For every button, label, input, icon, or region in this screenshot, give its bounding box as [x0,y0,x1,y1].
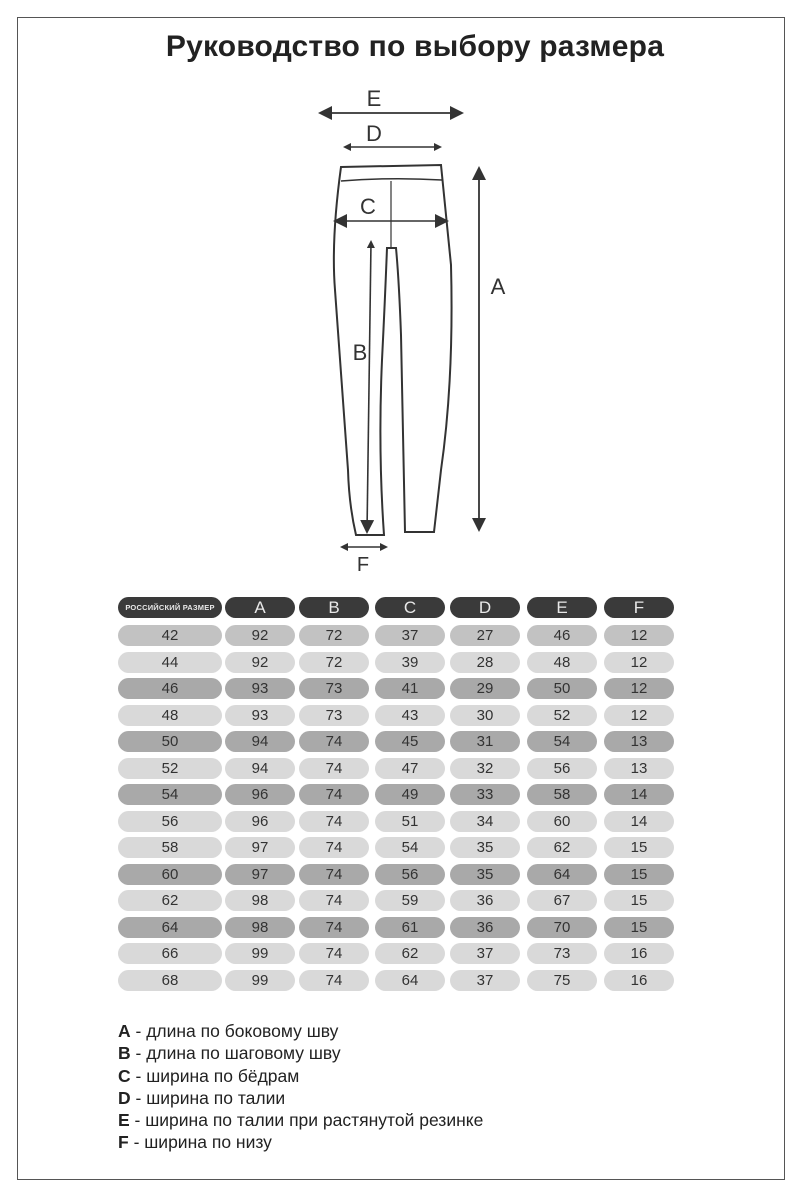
label-d: D [366,121,382,146]
table-cell-c: 59 [375,890,445,911]
table-cell-c: 49 [375,784,445,805]
table-header-c: C [375,597,445,618]
table-cell-b: 73 [299,705,369,726]
table-cell-f: 16 [604,943,674,964]
legend-item-f: F - ширина по низу [118,1132,272,1153]
table-cell-d: 27 [450,625,520,646]
table-cell-b: 74 [299,731,369,752]
table-cell-e: 75 [527,970,597,991]
legend-item-c: C - ширина по бёдрам [118,1065,300,1086]
legend-item-b: B - длина по шаговому шву [118,1043,341,1064]
table-cell-f: 15 [604,837,674,858]
table-cell-c: 64 [375,970,445,991]
table-cell-a: 94 [225,731,295,752]
table-cell-c: 47 [375,758,445,779]
table-cell-e: 60 [527,811,597,832]
table-cell-b: 74 [299,970,369,991]
table-cell-f: 14 [604,811,674,832]
table-cell-size: 52 [118,758,222,779]
table-header-a: A [225,597,295,618]
table-cell-d: 35 [450,864,520,885]
table-cell-f: 14 [604,784,674,805]
table-cell-a: 97 [225,837,295,858]
table-cell-f: 12 [604,705,674,726]
legend-item-d: D - ширина по талии [118,1087,286,1108]
legend-item-e: E - ширина по талии при растянутой резинке [118,1110,484,1131]
table-cell-f: 12 [604,625,674,646]
table-cell-size: 62 [118,890,222,911]
table-cell-c: 37 [375,625,445,646]
table-cell-e: 54 [527,731,597,752]
table-cell-a: 98 [225,890,295,911]
table-cell-f: 13 [604,731,674,752]
waistband-line [341,179,442,181]
table-cell-c: 56 [375,864,445,885]
table-cell-b: 74 [299,917,369,938]
table-cell-c: 43 [375,705,445,726]
table-cell-a: 92 [225,652,295,673]
table-cell-e: 58 [527,784,597,805]
table-cell-b: 74 [299,758,369,779]
table-cell-size: 56 [118,811,222,832]
table-cell-f: 12 [604,652,674,673]
table-cell-c: 41 [375,678,445,699]
table-cell-e: 67 [527,890,597,911]
legend-item-a: A - длина по боковому шву [118,1021,339,1041]
table-cell-d: 30 [450,705,520,726]
table-cell-c: 61 [375,917,445,938]
table-cell-c: 62 [375,943,445,964]
table-cell-d: 37 [450,943,520,964]
table-cell-b: 74 [299,811,369,832]
table-cell-b: 74 [299,784,369,805]
table-cell-b: 74 [299,943,369,964]
table-cell-f: 12 [604,678,674,699]
table-cell-size: 48 [118,705,222,726]
table-cell-a: 92 [225,625,295,646]
table-cell-size: 42 [118,625,222,646]
table-cell-f: 13 [604,758,674,779]
table-cell-e: 70 [527,917,597,938]
table-cell-c: 39 [375,652,445,673]
table-cell-size: 58 [118,837,222,858]
table-cell-d: 32 [450,758,520,779]
table-cell-c: 45 [375,731,445,752]
table-cell-d: 34 [450,811,520,832]
table-cell-a: 93 [225,705,295,726]
table-cell-f: 15 [604,890,674,911]
table-cell-a: 93 [225,678,295,699]
table-cell-a: 96 [225,811,295,832]
label-c: C [360,194,376,219]
table-cell-d: 28 [450,652,520,673]
table-header-f: F [604,597,674,618]
table-cell-e: 56 [527,758,597,779]
legend [118,1020,483,1154]
table-cell-f: 16 [604,970,674,991]
label-e: E [366,86,382,111]
table-cell-size: 66 [118,943,222,964]
table-cell-d: 35 [450,837,520,858]
table-cell-size: 50 [118,731,222,752]
label-b: B [352,340,368,365]
table-cell-b: 74 [299,837,369,858]
table-cell-b: 72 [299,652,369,673]
table-header-e: E [527,597,597,618]
table-cell-b: 74 [299,864,369,885]
table-header-d: D [450,597,520,618]
table-cell-f: 15 [604,917,674,938]
table-header-b: B [299,597,369,618]
table-cell-a: 94 [225,758,295,779]
table-cell-d: 29 [450,678,520,699]
table-cell-e: 73 [527,943,597,964]
table-cell-e: 62 [527,837,597,858]
table-cell-size: 44 [118,652,222,673]
label-f: F [356,554,370,576]
table-cell-b: 72 [299,625,369,646]
table-cell-d: 33 [450,784,520,805]
table-cell-b: 74 [299,890,369,911]
table-cell-size: 60 [118,864,222,885]
table-cell-size: 64 [118,917,222,938]
table-cell-a: 98 [225,917,295,938]
table-cell-f: 15 [604,864,674,885]
table-cell-a: 99 [225,970,295,991]
arrow-b [367,242,371,532]
table-cell-d: 31 [450,731,520,752]
table-cell-b: 73 [299,678,369,699]
table-cell-d: 36 [450,890,520,911]
page-title: Руководство по выбору размера [165,30,665,63]
table-cell-a: 99 [225,943,295,964]
table-cell-d: 36 [450,917,520,938]
table-cell-a: 97 [225,864,295,885]
table-cell-c: 51 [375,811,445,832]
table-cell-size: 46 [118,678,222,699]
table-cell-size: 54 [118,784,222,805]
table-cell-e: 50 [527,678,597,699]
table-header-size: РОССИЙСКИЙ РАЗМЕР [118,597,222,618]
table-cell-a: 96 [225,784,295,805]
table-cell-e: 46 [527,625,597,646]
table-cell-c: 54 [375,837,445,858]
table-cell-d: 37 [450,970,520,991]
table-cell-size: 68 [118,970,222,991]
table-cell-e: 52 [527,705,597,726]
table-cell-e: 48 [527,652,597,673]
label-a: A [490,274,506,299]
table-cell-e: 64 [527,864,597,885]
